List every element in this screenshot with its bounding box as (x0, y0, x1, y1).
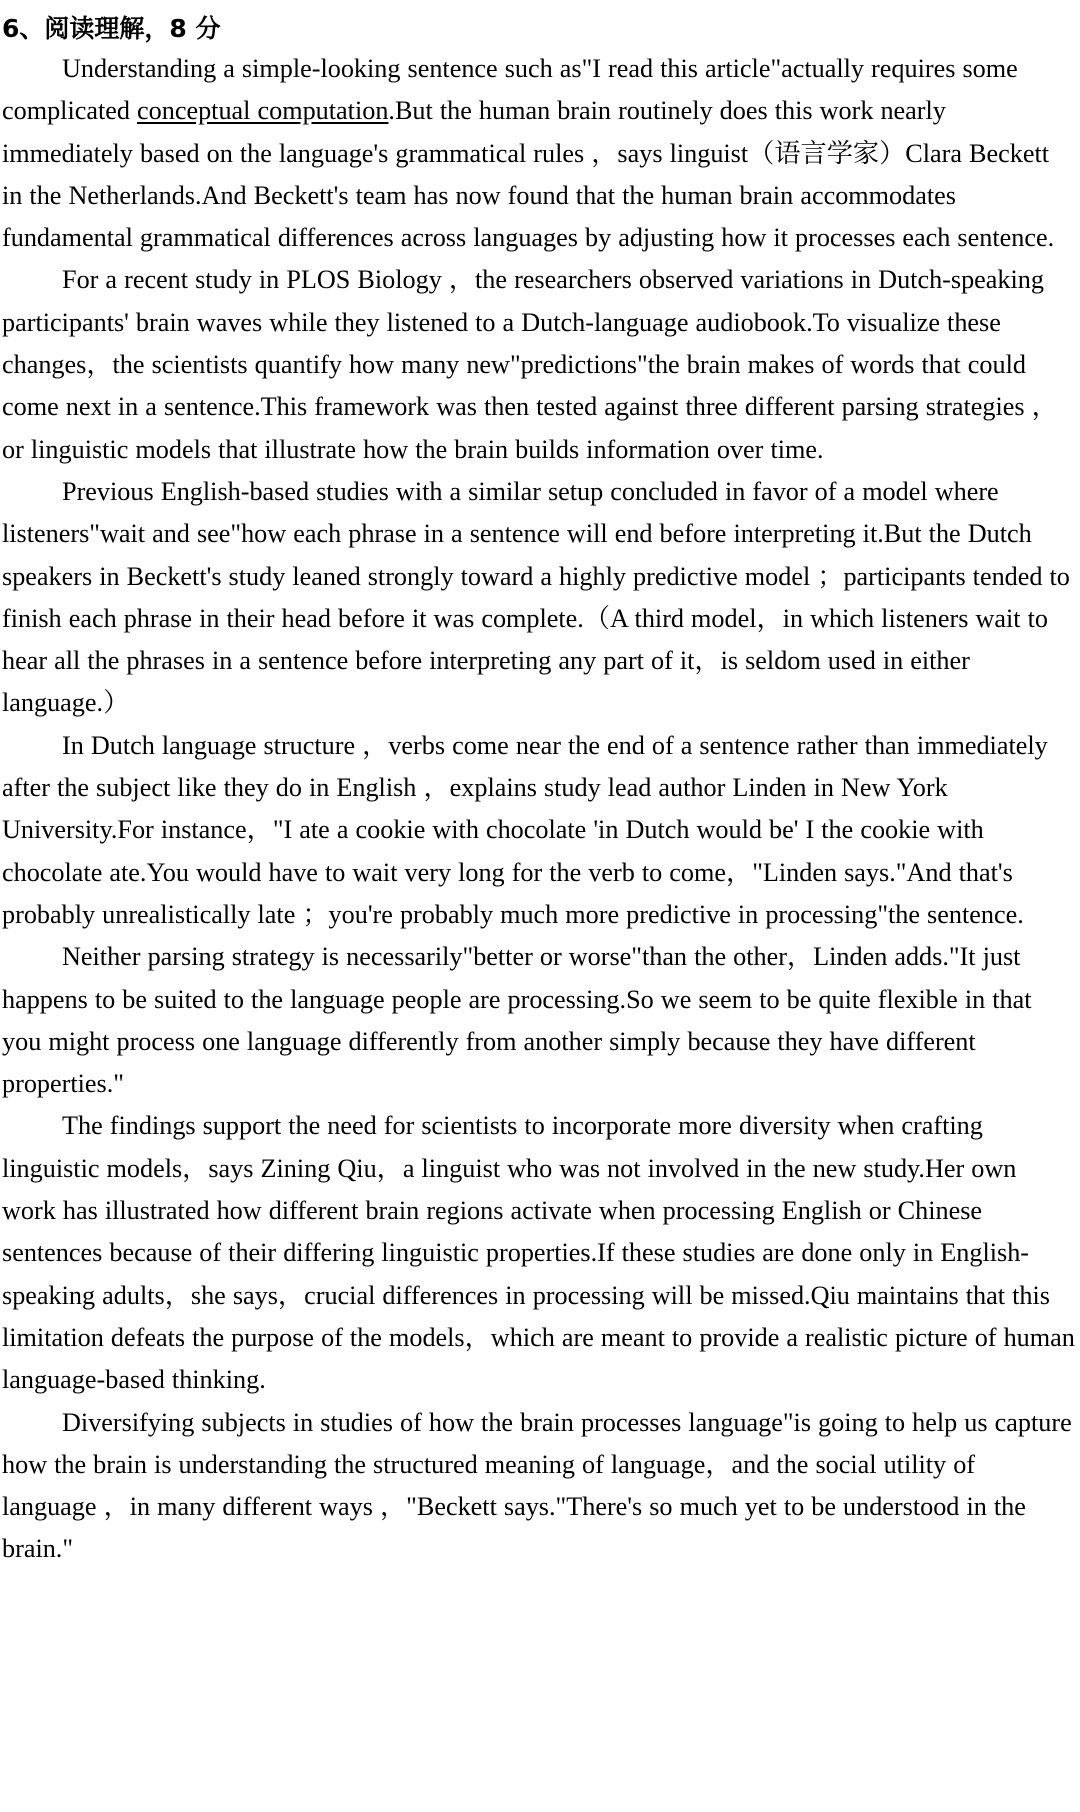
paragraph-5: Neither parsing strategy is necessarily"better or worse"than the other，Linden adds."It just happens to be suited to the language people are processing.So we seem to be quite flexible in that you might process one language differently from another simply because they have different properties." (2, 942, 1032, 1099)
paragraph-6: The findings support the need for scientists to incorporate more diversity when crafting linguistic models，says Zining Qiu，a linguist who was not involved in the new study.Her own work has illustrated how different brain regions activate when processing English or Chinese sentences because of their differing linguistic properties.If these studies are done only in English-speaking adults，she says，crucial differences in processing will be missed.Qiu maintains that this limitation defeats the purpose of the models，which are meant to provide a realistic picture of human language-based thinking. (2, 1111, 1075, 1395)
paragraph-3: Previous English-based studies with a similar setup concluded in favor of a model where listeners"wait and see"how each phrase in a sentence will end before interpreting it.But the Dutch speakers in Beckett's study leaned strongly toward a highly predictive model ；participants tended to finish each phrase in their head before it was complete.（A third model，in which listeners wait to hear all the phrases in a sentence before interpreting any part of it，is seldom used in either language.） (2, 476, 1070, 718)
paragraph-1 (2, 48, 1076, 259)
paragraph-4: In Dutch language structure ，verbs come near the end of a sentence rather than immediately after the subject like they do in English ，explains study lead author Linden in New York University.For instance，"I ate a cookie with chocolate 'in Dutch would be' I the cookie with chocolate ate.You would have to wait very long for the verb to come，"Linden says."And that's probably unrealistically late ；you're probably much more predictive in processing"the sentence. (2, 730, 1048, 929)
paragraph-7: Diversifying subjects in studies of how the brain processes language"is going to help us capture how the brain is understanding the structured meaning of language，and the social utility of language ，in many different ways ，"Beckett says."There's so much yet to be understood in the brain." (2, 1407, 1072, 1564)
paragraph-1-text-before: Understanding a simple-looking sentence such as"I read this article"actually requires some complicated (2, 54, 1018, 126)
question-title: 6、阅读理解，8 分 (2, 14, 221, 43)
underlined-phrase: conceptual computation (137, 96, 389, 126)
paragraph-1-text-after: .But the human brain routinely does this work nearly immediately based on the language's grammatical rules ，says linguist（语言学家）Clara Beckett in the Netherlands.And Beckett's team has now found that the human brain accommodates fundamental grammatical differences across languages by adjusting how it processes each sentence. (2, 96, 1055, 253)
paragraph-2: For a recent study in PLOS Biology ，the researchers observed variations in Dutch-speaking participants' brain waves while they listened to a Dutch-language audiobook.To visualize these changes，the scientists quantify how many new"predictions"the brain makes of words that could come next in a sentence.This framework was then tested against three different parsing strategies ，or linguistic models that illustrate how the brain builds information over time. (2, 265, 1058, 464)
